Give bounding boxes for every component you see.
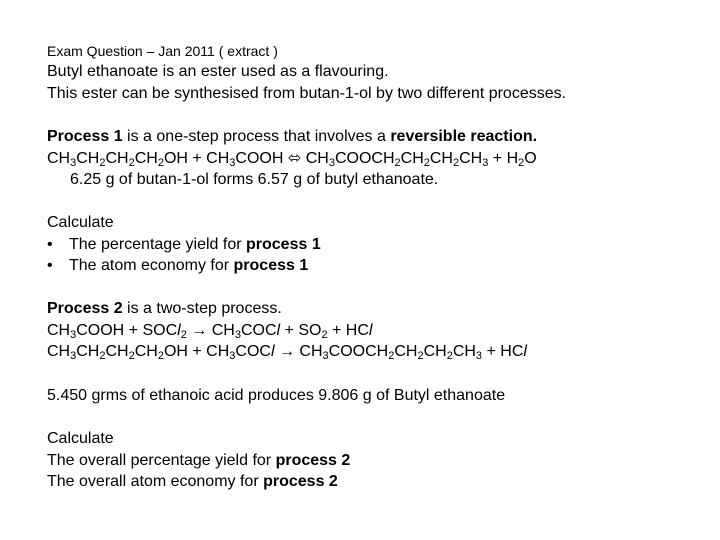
bullet-icon: • [47, 236, 53, 253]
calculate-heading-2: Calculate [47, 430, 114, 447]
intro-line-1: Butyl ethanoate is an ester used as a flavouring. [47, 63, 389, 80]
reversible-arrow-icon: ⬄ [287, 150, 302, 167]
process1-label: Process 1 [47, 128, 123, 145]
calculate-heading-1: Calculate [47, 214, 114, 231]
reversible-reaction: reversible reaction. [390, 128, 538, 145]
calc2-line-2: The overall atom economy for process 2 [47, 473, 338, 490]
calc1-bullet-1: • The percentage yield for process 1 [47, 236, 321, 253]
process2-label: Process 2 [47, 300, 123, 317]
process1-mass-line: 6.25 g of butan-1-ol forms 6.57 g of butyl ethanoate. [70, 171, 439, 188]
process2-equation-1: $CH_3COOH$ + SOCl$_2$ → $CH_3COCl + SO_2$ + HCl [47, 322, 373, 341]
exam-header: Exam Question – Jan 2011 ( extract ) [47, 43, 278, 59]
process2-equation-2: $CH_3CH_2CH_2CH_2OH$ + $CH_3COCl$ → $CH_3COOCH_2CH_2CH_2CH_3$ + HCl [47, 343, 527, 362]
intro-line-2: This ester can be synthesised from butan-1-ol by two different processes. [47, 85, 567, 102]
process1-equation: $CH_3CH_2CH_2CH_2OH$ + $CH_3COOH$ ⬄ $CH_3COOCH_2CH_2CH_2CH_3 + H_2O$ [47, 150, 537, 169]
calc1-bullet-2: • The atom economy for process 1 [47, 257, 309, 274]
process2-mass-line: 5.450 grms of ethanoic acid produces 9.806 g of Butyl ethanoate [47, 387, 506, 404]
process1-description: Process 1 is a one-step process that involves a reversible reaction. [47, 128, 538, 145]
process2-description: Process 2 is a two-step process. [47, 300, 282, 317]
bullet-icon: • [47, 257, 53, 274]
calc2-line-1: The overall percentage yield for process 2 [47, 452, 351, 469]
